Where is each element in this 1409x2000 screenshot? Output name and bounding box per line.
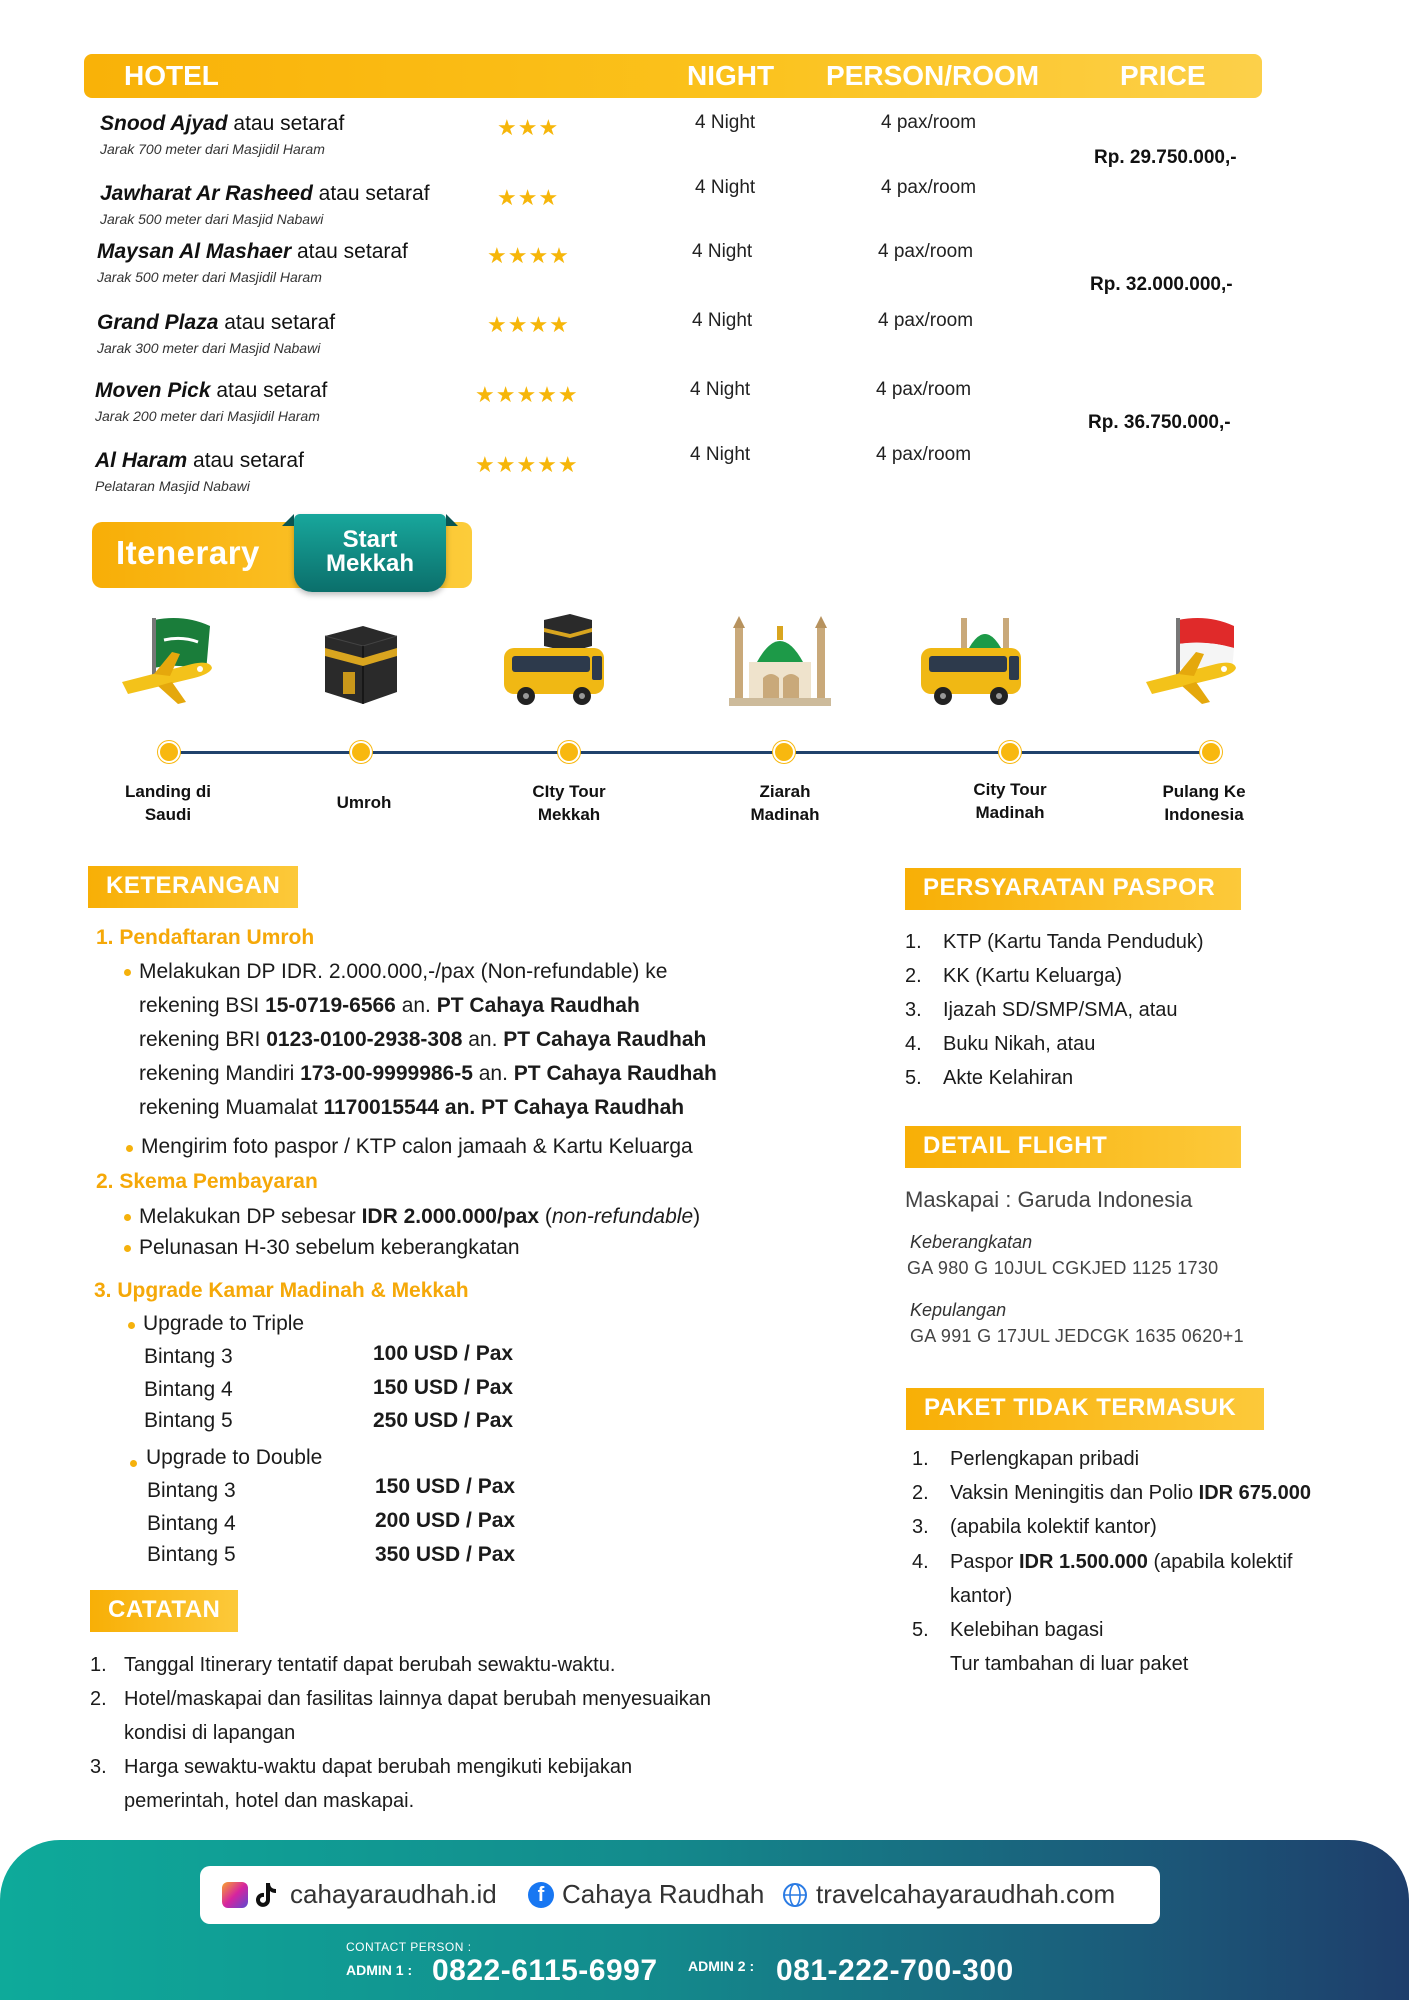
header-hotel: HOTEL <box>124 60 219 91</box>
bank-bri-line: rekening BRI 0123-0100-2938-308 an. PT Cahaya Raudhah <box>139 1028 707 1051</box>
plane-saudi-flag-icon <box>114 612 224 712</box>
text-line: Mengirim foto paspor / KTP calon jamaah & Kartu Keluarga <box>141 1135 693 1158</box>
star-rating-icon: ★★★ <box>497 185 560 210</box>
timeline-dot <box>999 741 1021 763</box>
flight-return-label: Kepulangan <box>910 1300 1007 1320</box>
upgrade-price: 350 USD / Pax <box>375 1543 516 1566</box>
bank-bsi-line: rekening BSI 15-0719-6566 an. PT Cahaya Raudhah <box>139 994 640 1017</box>
facebook-handle[interactable]: Cahaya Raudhah <box>562 1879 765 1909</box>
bus-mosque-icon <box>917 612 1027 712</box>
timeline-dot <box>773 741 795 763</box>
timeline-dot <box>158 741 180 763</box>
itinerary-step-label: City Tour Madinah <box>973 780 1047 822</box>
admin1-phone[interactable]: 0822-6115-6997 <box>432 1954 658 1987</box>
header-price: PRICE <box>1120 60 1206 91</box>
contact-person-label: CONTACT PERSON : <box>346 1940 472 1954</box>
price-package-3: Rp. 36.750.000,- <box>1088 412 1231 433</box>
hotel-row <box>0 311 1409 371</box>
hotel-night: 4 Night <box>692 310 753 331</box>
exclusions-tag: PAKET TIDAK TERMASUK <box>906 1388 1264 1430</box>
flight-depart-value: GA 980 G 10JUL CGKJED 1125 1730 <box>907 1258 1219 1278</box>
upgrade-label: Bintang 5 <box>147 1543 236 1566</box>
globe-icon[interactable] <box>782 1882 808 1908</box>
catatan-tag: CATATAN <box>90 1590 238 1632</box>
instagram-tiktok-handle[interactable]: cahayaraudhah.id <box>290 1879 497 1909</box>
website-link[interactable]: travelcahayaraudhah.com <box>816 1879 1116 1909</box>
upgrade-label: Bintang 3 <box>147 1479 236 1502</box>
hotel-name: Snood Ajyad atau setaraf <box>100 112 345 135</box>
itinerary-title: Itenerary <box>116 534 260 571</box>
admin2-phone[interactable]: 081-222-700-300 <box>776 1954 1014 1987</box>
timeline-line <box>168 751 1212 754</box>
itinerary-step-label: CIty Tour Mekkah <box>532 782 606 824</box>
hotel-pax: 4 pax/room <box>876 379 972 400</box>
section-heading: 2. Skema Pembayaran <box>96 1170 318 1193</box>
admin2-label: ADMIN 2 : <box>688 1958 755 1974</box>
hotel-name: Grand Plaza atau setaraf <box>97 311 336 334</box>
upgrade-label: Bintang 3 <box>144 1345 233 1368</box>
upgrade-price: 200 USD / Pax <box>375 1509 516 1532</box>
upgrade-price: 150 USD / Pax <box>375 1475 516 1498</box>
hotel-name: Jawharat Ar Rasheed atau setaraf <box>100 182 430 205</box>
tiktok-icon[interactable] <box>254 1881 278 1909</box>
hotel-distance: Pelataran Masjid Nabawi <box>95 478 250 494</box>
bullet-icon <box>126 1145 133 1152</box>
hotel-night: 4 Night <box>695 177 756 198</box>
price-package-1: Rp. 29.750.000,- <box>1094 147 1237 168</box>
upgrade-price: 250 USD / Pax <box>373 1409 514 1432</box>
itinerary-step-label: Landing di Saudi <box>125 782 211 824</box>
hotel-name: Al Haram atau setaraf <box>95 449 304 472</box>
bank-muamalat-line: rekening Muamalat 1170015544 an. PT Cahaya Raudhah <box>139 1096 685 1119</box>
bank-mandiri-line: rekening Mandiri 173-00-9999986-5 an. PT Cahaya Raudhah <box>139 1062 717 1085</box>
hotel-pax: 4 pax/room <box>881 112 977 133</box>
star-rating-icon: ★★★ <box>497 115 560 140</box>
upgrade-price: 150 USD / Pax <box>373 1376 514 1399</box>
flight-tag: DETAIL FLIGHT <box>905 1126 1241 1168</box>
header-person-room: PERSON/ROOM <box>826 60 1040 91</box>
kaaba-icon <box>305 612 415 712</box>
itinerary-step-label: Ziarah Madinah <box>750 782 820 824</box>
hotel-pax: 4 pax/room <box>878 310 974 331</box>
star-rating-icon: ★★★★★ <box>475 382 579 407</box>
hotel-distance: Jarak 700 meter dari Masjidil Haram <box>100 141 325 157</box>
text-line: Upgrade to Triple <box>143 1312 305 1335</box>
bullet-icon <box>124 1214 131 1221</box>
hotel-row <box>0 177 1409 242</box>
facebook-icon[interactable]: f <box>528 1882 554 1908</box>
hotel-table-header <box>84 54 1262 98</box>
social-bar <box>200 1866 1160 1924</box>
itinerary-step-label: Umroh <box>336 793 392 812</box>
instagram-icon[interactable] <box>222 1882 248 1908</box>
upgrade-label: Bintang 5 <box>144 1409 233 1432</box>
hotel-pax: 4 pax/room <box>876 444 972 465</box>
star-rating-icon: ★★★★ <box>487 312 570 337</box>
hotel-distance: Jarak 500 meter dari Masjid Nabawi <box>100 211 324 227</box>
paspor-tag: PERSYARATAN PASPOR <box>905 868 1241 910</box>
timeline-dot <box>1200 741 1222 763</box>
bullet-icon <box>130 1460 137 1467</box>
bullet-icon <box>128 1322 135 1329</box>
section-heading: 3. Upgrade Kamar Madinah & Mekkah <box>94 1279 469 1302</box>
header-night: NIGHT <box>687 60 775 91</box>
upgrade-price: 100 USD / Pax <box>373 1342 514 1365</box>
hotel-name: Moven Pick atau setaraf <box>95 379 328 402</box>
text-line: Pelunasan H-30 sebelum keberangkatan <box>139 1236 520 1259</box>
text-line: Melakukan DP IDR. 2.000.000,-/pax (Non-refundable) ke <box>139 960 668 983</box>
flight-depart-label: Keberangkatan <box>910 1232 1033 1252</box>
hotel-distance: Jarak 200 meter dari Masjidil Haram <box>95 408 320 424</box>
itinerary-step-label: Pulang Ke Indonesia <box>1162 782 1246 824</box>
section-heading: 1. Pendaftaran Umroh <box>96 926 315 949</box>
keterangan-tag: KETERANGAN <box>88 866 298 908</box>
bus-kaaba-icon <box>500 612 610 712</box>
text-line: Melakukan DP sebesar IDR 2.000.000/pax (non-refundable) <box>139 1205 701 1228</box>
hotel-distance: Jarak 500 meter dari Masjidil Haram <box>97 269 322 285</box>
hotel-distance: Jarak 300 meter dari Masjid Nabawi <box>97 340 321 356</box>
start-label: Start <box>342 526 398 553</box>
start-mekkah-badge <box>294 514 446 592</box>
hotel-night: 4 Night <box>695 112 756 133</box>
upgrade-label: Bintang 4 <box>144 1378 233 1401</box>
mosque-nabawi-icon <box>725 612 835 712</box>
price-package-2: Rp. 32.000.000,- <box>1090 274 1233 295</box>
star-rating-icon: ★★★★ <box>487 243 570 268</box>
text-line: Upgrade to Double <box>146 1446 323 1469</box>
bullet-icon <box>124 1245 131 1252</box>
hotel-pax: 4 pax/room <box>881 177 977 198</box>
hotel-night: 4 Night <box>692 241 753 262</box>
upgrade-label: Bintang 4 <box>147 1512 236 1535</box>
hotel-name: Maysan Al Mashaer atau setaraf <box>97 240 408 263</box>
itinerary-banner <box>92 522 472 588</box>
flight-airline: Maskapai : Garuda Indonesia <box>905 1187 1193 1212</box>
hotel-pax: 4 pax/room <box>878 241 974 262</box>
hotel-row <box>0 444 1409 509</box>
flight-return-value: GA 991 G 17JUL JEDCGK 1635 0620+1 <box>910 1326 1244 1346</box>
start-city-label: Mekkah <box>325 550 415 577</box>
plane-indonesia-flag-icon <box>1138 612 1248 712</box>
timeline-dot <box>558 741 580 763</box>
hotel-night: 4 Night <box>690 444 751 465</box>
admin1-label: ADMIN 1 : <box>346 1962 413 1978</box>
timeline-dot <box>350 741 372 763</box>
hotel-night: 4 Night <box>690 379 751 400</box>
star-rating-icon: ★★★★★ <box>475 452 579 477</box>
bullet-icon <box>124 969 131 976</box>
